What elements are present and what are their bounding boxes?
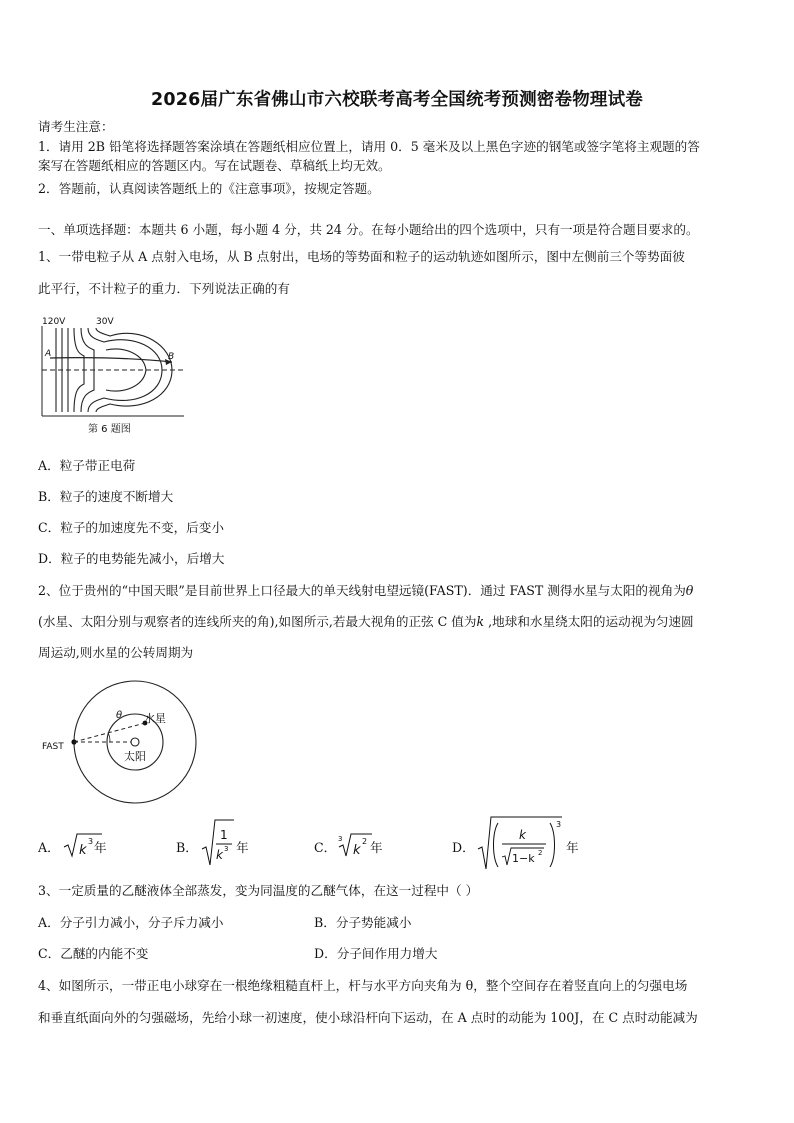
q2-stem-line-2a: (水星、太阳分别与观察者的连线所夹的角),如图所示,若最大视角的正弦 C 值为 (38, 614, 477, 629)
notice-item-2: 2．答题前，认真阅读答题纸上的《注意事项》，按规定答题。 (38, 181, 380, 196)
q2-stem-line-2b: ,地球和水星绕太阳的运动视为匀速圆 (484, 614, 694, 629)
q2-b-one: 1 (220, 828, 228, 842)
q2-stem-line-2 (38, 613, 694, 631)
q2-option-b-label: B． (176, 840, 198, 855)
q2-orbit-figure (38, 678, 208, 808)
q2-a-k: k (79, 843, 87, 858)
q2-c-exp: 2 (362, 837, 368, 846)
q2-option-b-formula (200, 817, 236, 869)
q2-c-root-index: 3 (338, 835, 343, 843)
q2-option-b-unit: 年 (236, 840, 249, 855)
left-paren-icon (494, 823, 499, 867)
q2-angle-arc (108, 733, 110, 742)
q2-stem-line-3: 周运动,则水星的公转周期为 (38, 645, 194, 660)
q2-option-c-label: C． (314, 840, 337, 855)
q1-label-120v: 120V (42, 317, 66, 327)
q2-b-exp: 3 (224, 845, 229, 853)
q2-theta-label: θ (116, 710, 123, 721)
notice-heading: 请考生注意： (38, 119, 114, 134)
notice-item-1-line-2: 案写在答题纸相应的答题区内。写在试题卷、草稿纸上均无效。 (38, 158, 391, 173)
q1-equipotential-figure (34, 312, 194, 440)
q2-theta-symbol: θ (685, 583, 694, 598)
q2-stem-line-1 (38, 582, 693, 600)
q2-d-one-minus-k: 1−k (512, 852, 535, 865)
q3-option-a: A．分子引力减小，分子斥力减小 (38, 915, 224, 930)
q2-d-outer-exp: 3 (556, 820, 562, 829)
q2-stem-line-1-text: 2、位于贵州的“中国天眼”是目前世界上口径最大的单天线射电望远镜(FAST)．通过 FAST 测得水星与太阳的视角为 (38, 583, 686, 598)
notice-item-1-line-1: 1．请用 2B 铅笔将选择题答案涂填在答题纸相应位置上，请用 0．5 毫米及以上黑色字迹的钢笔或签字笔将主观题的答 (38, 139, 700, 154)
section-1-heading: 一、单项选择题：本题共 6 小题，每小题 4 分，共 24 分。在每小题给出的四个选项中，只有一项是符合题目要求的。 (38, 222, 699, 237)
q1-option-d: D．粒子的电势能先减小，后增大 (38, 551, 225, 566)
q4-stem-line-1: 4、如图所示，一带正电小球穿在一根绝缘粗糙直杆上，杆与水平方向夹角为 θ，整个空间存在着竖直向上的匀强电场 (38, 978, 688, 993)
q1-option-a: A．粒子带正电荷 (38, 458, 136, 473)
q2-option-a-unit: 年 (94, 840, 107, 855)
q2-fast-label: FAST (42, 742, 64, 752)
q2-sun (131, 738, 139, 746)
right-paren-icon (550, 823, 555, 867)
q1-option-b: B．粒子的速度不断增大 (38, 489, 174, 504)
q1-figure-caption: 第 6 题图 (88, 424, 131, 435)
q2-d-inner-exp: 2 (538, 849, 543, 857)
q1-option-c: C．粒子的加速度先不变，后变小 (38, 520, 224, 535)
page-title: 2026届广东省佛山市六校联考高考全国统考预测密卷物理试卷 (150, 90, 643, 110)
q2-options (38, 815, 598, 871)
q2-option-a-label: A． (38, 840, 60, 855)
q2-b-k: k (216, 848, 223, 862)
q1-label-a: A (45, 349, 52, 359)
q2-option-c-unit: 年 (370, 840, 383, 855)
q3-option-b: B．分子势能减小 (314, 915, 412, 930)
q3-option-d: D．分子间作用力增大 (314, 946, 438, 961)
q2-c-k: k (353, 843, 361, 858)
q2-option-d-label: D． (452, 840, 475, 855)
q2-k-symbol: k (476, 614, 485, 629)
q1-stem-line-2: 此平行，不计粒子的重力．下列说法正确的有 (38, 281, 290, 296)
q3-stem: 3、一定质量的乙醚液体全部蒸发，变为同温度的乙醚气体，在这一过程中（ ） (38, 883, 479, 898)
q2-d-k-numerator: k (519, 828, 526, 842)
q4-stem-line-2: 和垂直纸面向外的匀强磁场，先给小球一初速度，使小球沿杆向下运动，在 A 点时的动能为 100J，在 C 点时动能减为 (38, 1010, 698, 1025)
q2-sun-label: 太阳 (124, 750, 146, 763)
q2-option-d-formula (476, 815, 566, 871)
q1-label-b: B (168, 352, 175, 362)
q2-option-d-unit: 年 (566, 840, 579, 855)
q1-label-30v: 30V (96, 317, 114, 327)
q2-mercury-label: 水星 (144, 712, 166, 725)
q2-a-exp: 3 (88, 837, 94, 846)
q1-stem-line-1: 1、一带电粒子从 A 点射入电场，从 B 点射出，电场的等势面和粒子的运动轨迹如图所示，图中左侧前三个等势面彼 (38, 249, 685, 264)
q3-option-c: C．乙醚的内能不变 (38, 946, 149, 961)
